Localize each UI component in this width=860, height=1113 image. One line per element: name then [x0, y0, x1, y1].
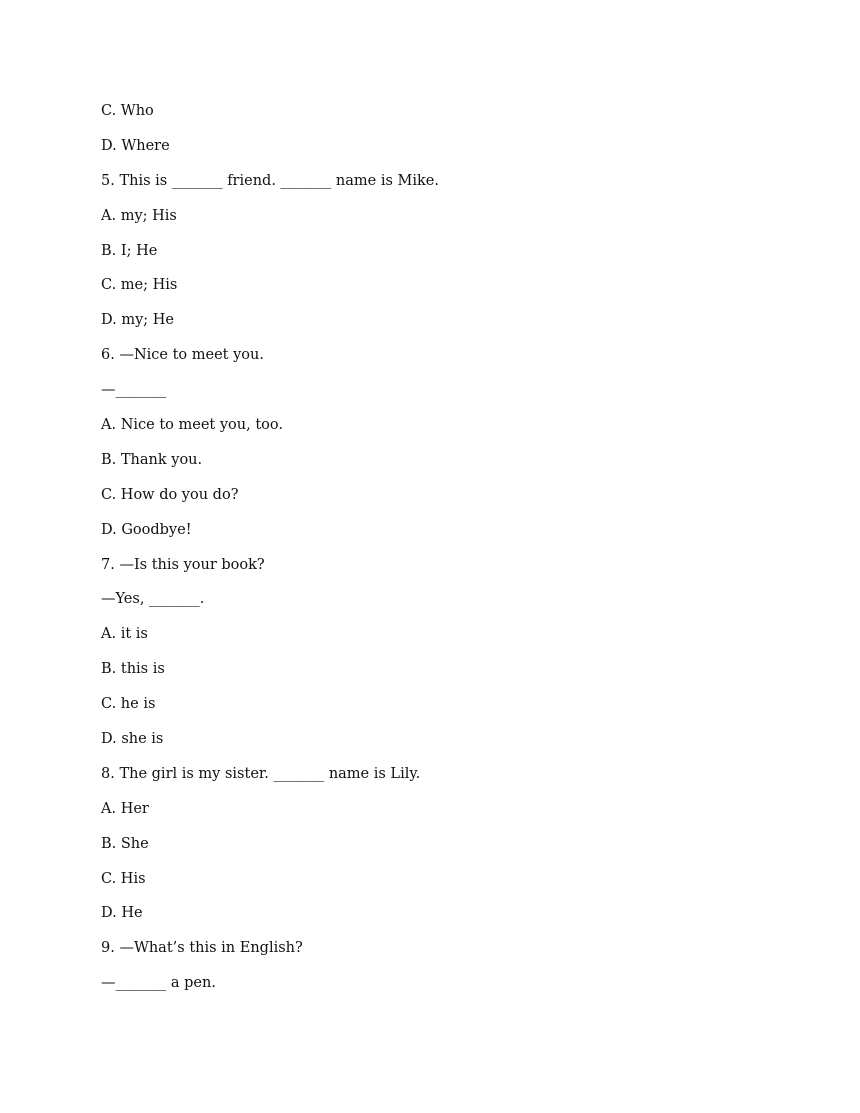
question-list: [101, 100, 801, 1007]
option-d: D. Where: [101, 137, 170, 154]
option-c: C. Who: [101, 103, 154, 119]
response-line: —_______: [101, 382, 167, 399]
question-8: 8. The girl is my sister. _______ name is Lily.: [101, 765, 421, 782]
option-a: A. my; His: [101, 207, 177, 224]
question-7: 7. —Is this your book?: [101, 556, 265, 573]
option-c: C. he is: [101, 696, 156, 713]
option-d: D. Goodbye!: [101, 521, 192, 538]
response-line: —_______ a pen.: [101, 975, 216, 992]
option-d: D. she is: [101, 731, 164, 748]
option-d: D. my; He: [101, 312, 174, 329]
option-c: C. How do you do?: [101, 486, 239, 503]
question-9: 9. —What’s this in English?: [101, 940, 303, 957]
option-b: B. this is: [101, 661, 165, 678]
option-c: C. me; His: [101, 277, 178, 294]
question-6: 6. —Nice to meet you.: [101, 347, 264, 364]
response-line: —Yes, _______.: [101, 591, 205, 608]
option-b: B. Thank you.: [101, 451, 203, 468]
option-a: A. Nice to meet you, too.: [101, 417, 283, 434]
option-b: B. I; He: [101, 242, 158, 259]
question-5: 5. This is _______ friend. _______ name is Mike.: [101, 172, 439, 189]
option-c: C. His: [101, 870, 146, 887]
option-a: A. Her: [101, 800, 149, 817]
option-d: D. He: [101, 905, 143, 922]
option-a: A. it is: [101, 626, 148, 643]
option-b: B. She: [101, 835, 149, 852]
